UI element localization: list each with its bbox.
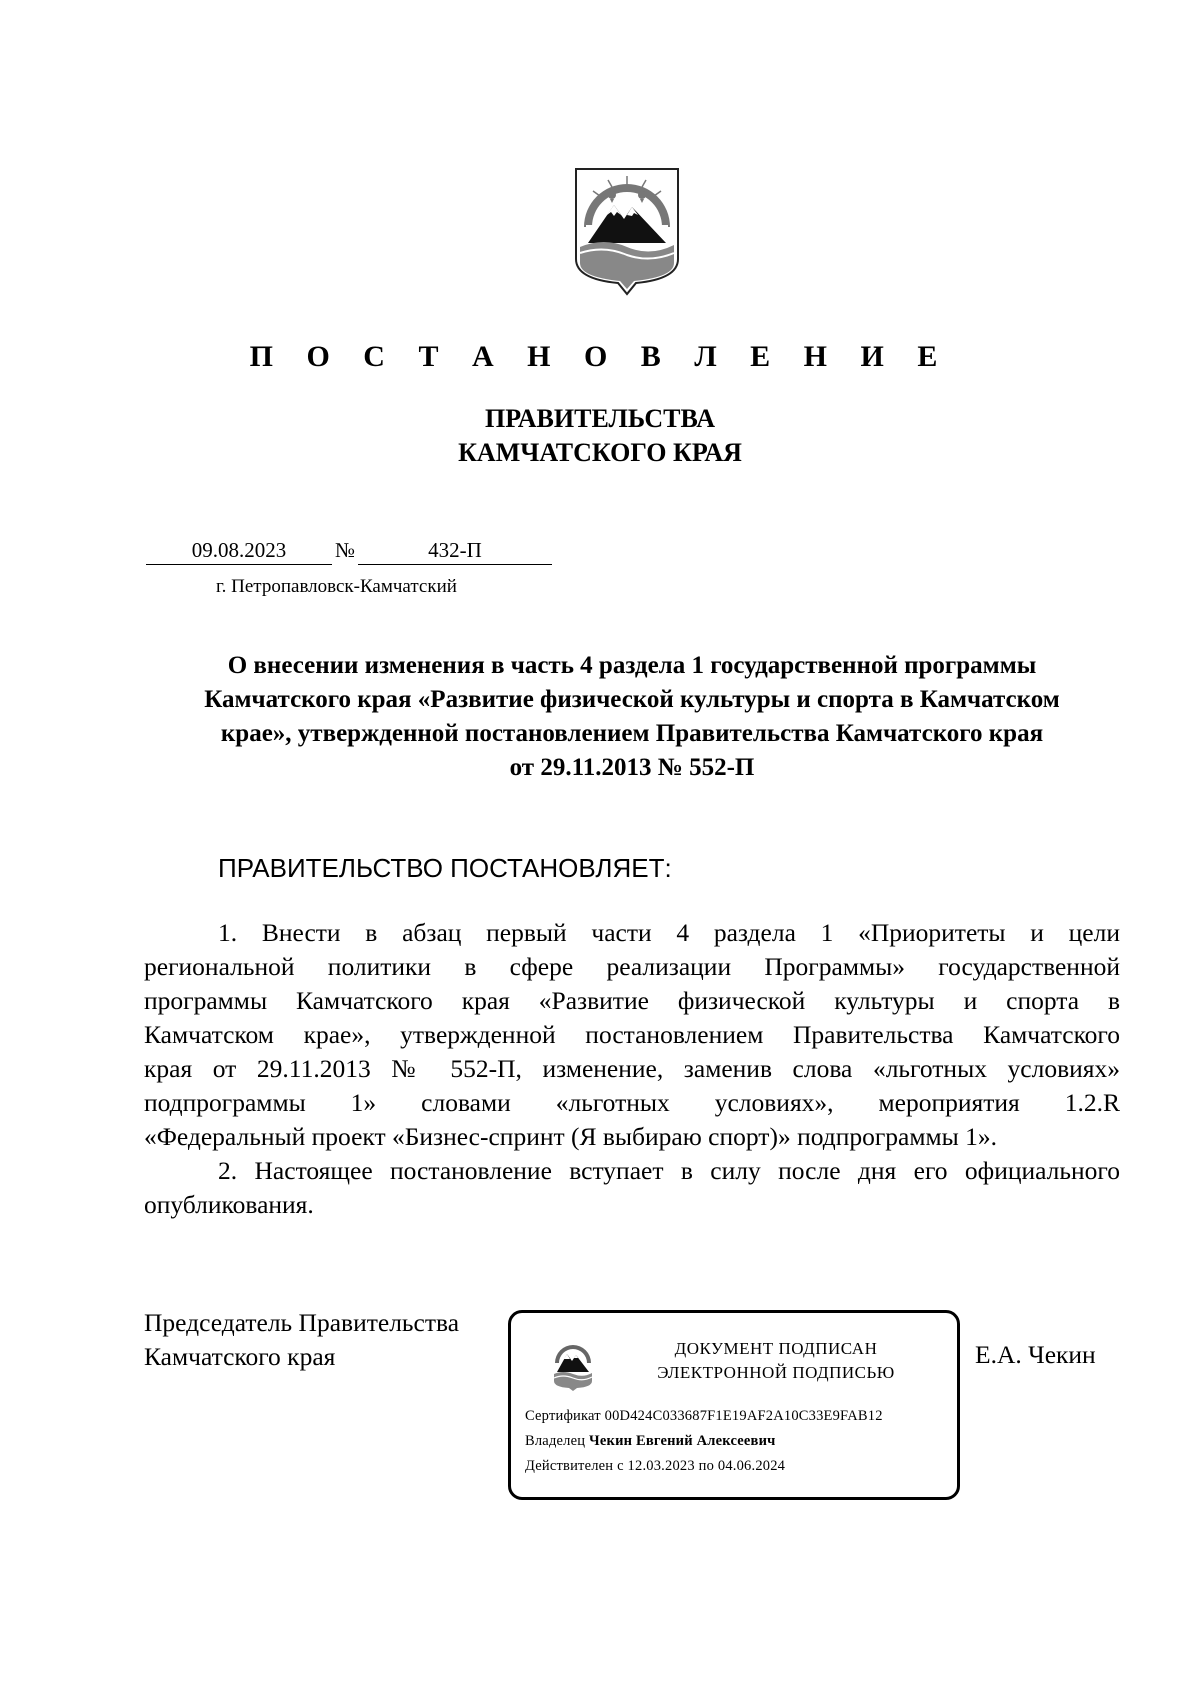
valid-to: 04.06.2024 (717, 1458, 786, 1474)
document-number: 432-П (358, 538, 552, 565)
stamp-emblem (551, 1336, 595, 1392)
stamp-header-line-2: ЭЛЕКТРОННОЙ ПОДПИСЬЮ (657, 1363, 895, 1382)
owner-value: Чекин Евгений Алексеевич (589, 1433, 776, 1449)
issuing-authority (0, 402, 1200, 470)
body-line: опубликования. (144, 1190, 314, 1219)
title-line: Камчатского края «Развитие физической культуры и спорта в Камчатском (204, 686, 1060, 713)
authority-line-1: ПРАВИТЕЛЬСТВА (485, 404, 715, 433)
title-line: О внесении изменения в часть 4 раздела 1 государственной программы (227, 652, 1037, 679)
owner-label: Владелец (525, 1433, 586, 1449)
valid-label: Действителен с (525, 1458, 624, 1474)
signer-position (144, 1306, 459, 1374)
coat-of-arms-emblem (574, 167, 680, 296)
body-line: региональной политики в сфере реализации Программы» государственной (144, 952, 1120, 981)
body-line: программы Камчатского края «Развитие физической культуры и спорта в (144, 986, 1120, 1015)
body-line: «Федеральный проект «Бизнес-спринт (Я выбираю спорт)» подпрограммы 1». (144, 1122, 998, 1151)
title-line: крае», утвержденной постановлением Правительства Камчатского края (220, 720, 1044, 747)
document-type-heading: П О С Т А Н О В Л Е Н И Е (249, 340, 951, 373)
kamchatka-coat-of-arms-icon (574, 167, 680, 296)
body-line: подпрограммы 1» словами «льготных условиях», мероприятия 1.2.R (144, 1088, 1120, 1117)
body-line: 1. Внести в абзац первый части 4 раздела 1 «Приоритеты и цели (218, 918, 1120, 947)
document-date: 09.08.2023 (146, 538, 332, 565)
stamp-header-line-1: ДОКУМЕНТ ПОДПИСАН (674, 1339, 878, 1358)
body-line: Камчатском крае», утвержденной постановлением Правительства Камчатского (144, 1020, 1120, 1049)
certificate-label: Сертификат (525, 1408, 601, 1424)
city-of-issue: г. Петропавловск-Камчатский (216, 576, 457, 597)
body-line: 2. Настоящее постановление вступает в силу после дня его официального (218, 1156, 1120, 1185)
kamchatka-coat-of-arms-icon (551, 1336, 595, 1392)
document-title (142, 649, 1122, 785)
signer-position-line-1: Председатель Правительства (144, 1308, 460, 1337)
signer-name: Е.А. Чекин (975, 1340, 1096, 1369)
valid-to-label: по (698, 1458, 715, 1474)
decree-statement: ПРАВИТЕЛЬСТВО ПОСТАНОВЛЯЕТ: (218, 853, 672, 883)
electronic-signature-stamp (508, 1310, 960, 1500)
number-sign: № (335, 538, 356, 562)
stamp-owner-line (525, 1433, 776, 1450)
stamp-certificate-line (525, 1408, 883, 1425)
title-line: от 29.11.2013 № 552-П (509, 754, 755, 781)
stamp-header (611, 1337, 941, 1385)
signer-position-line-2: Камчатского края (144, 1342, 336, 1371)
body-line: края от 29.11.2013 № 552-П, изменение, заменив слова «льготных условиях» (144, 1054, 1120, 1083)
certificate-value: 00D424C033687F1E19AF2A10C33E9FAB12 (604, 1408, 883, 1424)
document-body (144, 916, 1120, 1222)
authority-line-2: КАМЧАТСКОГО КРАЯ (458, 438, 742, 467)
valid-from: 12.03.2023 (627, 1458, 695, 1474)
stamp-validity-line (525, 1458, 785, 1475)
registration-line (146, 538, 552, 566)
